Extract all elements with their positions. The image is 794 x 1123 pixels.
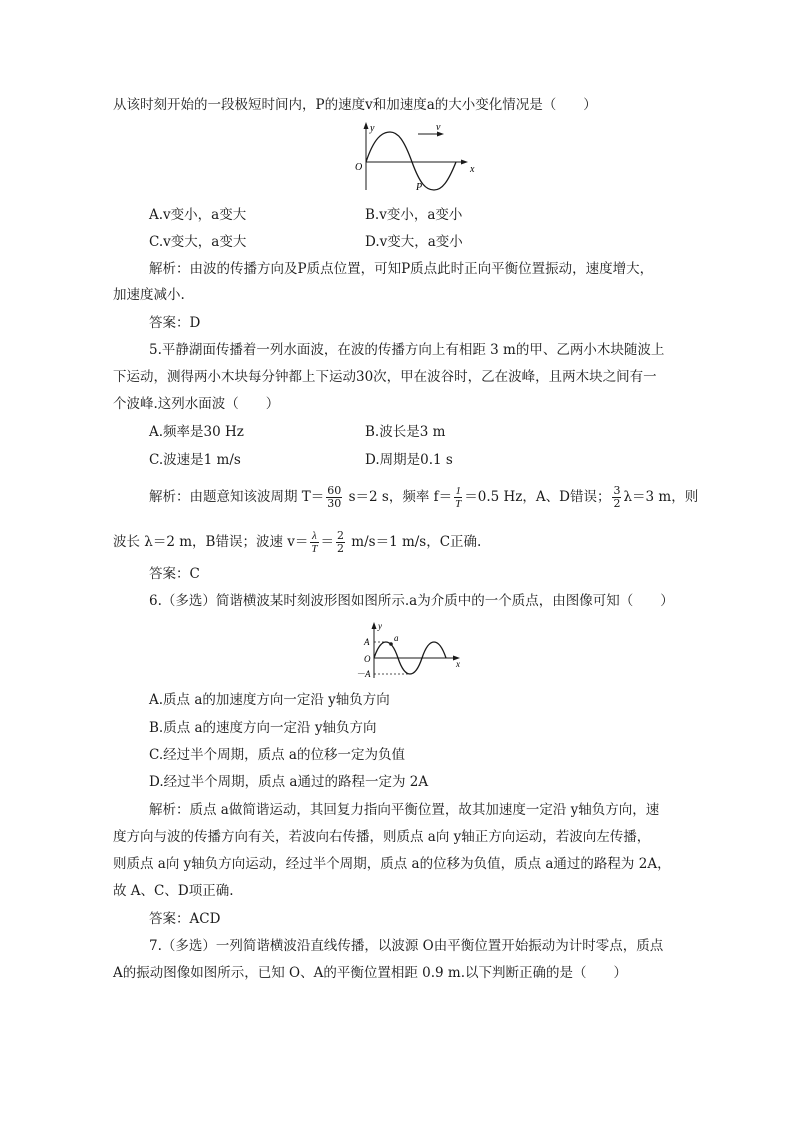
q4-analysis-line-2: 加速度减小. bbox=[113, 287, 185, 303]
q5-option-a: A.频率是30 Hz bbox=[149, 424, 244, 440]
q5-analysis-text: 解析：由题意知该波周期 T＝ bbox=[149, 489, 325, 505]
q5-analysis-text: ＝ bbox=[320, 534, 334, 550]
q6-wave-figure bbox=[356, 620, 466, 680]
q5-frac-num: 60 bbox=[327, 484, 342, 497]
q5-stem-line-2: 下运动，测得两小木块每分钟都上下运动30次，甲在波谷时，乙在波峰，且两木块之间有一 bbox=[113, 369, 657, 385]
q6-option-a: A.质点 a的加速度方向一定沿 y轴负方向 bbox=[149, 692, 390, 708]
q6-analysis-line-4: 故 A、C、D项正确. bbox=[113, 883, 234, 899]
q5-fraction-two-halves bbox=[336, 530, 345, 555]
q5-option-b: B.波长是3 m bbox=[365, 424, 446, 440]
q5-option-d: D.周期是0.1 s bbox=[365, 452, 453, 468]
q5-frac-den: T bbox=[455, 498, 462, 510]
q4-answer: 答案：D bbox=[149, 315, 201, 331]
q6-analysis-line-1: 解析：质点 a做简谐运动，其回复力指向平衡位置，故其加速度一定沿 y轴负方向，速 bbox=[149, 802, 660, 818]
q4-option-d: D.v变大，a变小 bbox=[365, 234, 463, 250]
q4-wave-figure bbox=[352, 120, 482, 192]
q4-analysis-line-1: 解析：由波的传播方向及P质点位置，可知P质点此时正向平衡位置振动，速度增大， bbox=[149, 261, 654, 277]
q4-label-p: P bbox=[416, 182, 423, 192]
q5-frac-den: T bbox=[311, 543, 318, 555]
q5-analysis-text: 波长 λ＝2 m，B错误；波速 v＝ bbox=[113, 534, 309, 550]
q6-answer: 答案：ACD bbox=[149, 911, 221, 927]
q5-analysis-text: ＝0.5 Hz，A、D错误； bbox=[464, 489, 611, 505]
q4-x-arrow-icon bbox=[461, 160, 468, 165]
q5-stem-line-3: 个波峰.这列水面波（ ） bbox=[113, 396, 280, 412]
q4-label-v: v bbox=[436, 122, 441, 133]
q4-y-arrow-icon bbox=[364, 122, 369, 129]
q6-option-d: D.经过半个周期，质点 a通过的路程一定为 2A bbox=[149, 774, 429, 790]
q5-stem-line-1: 5.平静湖面传播着一列水面波，在波的传播方向上有相距 3 m的甲、乙两小木块随波上 bbox=[149, 342, 665, 358]
q5-fraction-period bbox=[326, 485, 342, 510]
q6-option-b: B.质点 a的速度方向一定沿 y轴负方向 bbox=[149, 720, 377, 736]
q4-option-a: A.v变小，a变大 bbox=[149, 207, 247, 223]
q7-stem-line-1: 7.（多选）一列简谐横波沿直线传播，以波源 O由平衡位置开始振动为计时零点，质点 bbox=[149, 938, 664, 954]
q6-label-x: x bbox=[456, 659, 460, 669]
q5-frac-den: 30 bbox=[327, 497, 342, 510]
q5-analysis-line-1 bbox=[149, 485, 698, 510]
q5-frac-num: λ bbox=[312, 530, 317, 542]
q7-stem-line-2: A的振动图像如图所示，已知 O、A的平衡位置相距 0.9 m.以下判断正确的是（ ） bbox=[113, 965, 628, 981]
q5-fraction-frequency bbox=[454, 485, 462, 510]
q5-frac-den: 2 bbox=[613, 497, 621, 510]
q5-frac-num: 2 bbox=[337, 529, 344, 542]
q6-y-arrow-icon bbox=[372, 622, 377, 629]
q6-label-point-a: a bbox=[394, 633, 399, 643]
q5-fraction-three-halves bbox=[612, 485, 621, 510]
q5-frac-num: 3 bbox=[613, 484, 621, 497]
q4-label-x: x bbox=[470, 164, 475, 175]
q6-label-y: y bbox=[378, 621, 382, 631]
q5-frac-den: 2 bbox=[337, 542, 344, 555]
q4-wave-curve bbox=[366, 132, 456, 190]
q4-stem: 从该时刻开始的一段极短时间内，P的速度v和加速度a的大小变化情况是（ ） bbox=[113, 97, 597, 113]
q6-label-o: O bbox=[364, 654, 371, 664]
q5-answer: 答案：C bbox=[149, 566, 200, 582]
q5-analysis-text: s＝2 s，频率 f＝ bbox=[344, 489, 453, 505]
q5-analysis-text: λ＝3 m，则 bbox=[623, 489, 699, 505]
q4-label-o: O bbox=[355, 162, 363, 173]
q6-option-c: C.经过半个周期，质点 a的位移一定为负值 bbox=[149, 747, 405, 763]
q4-option-b: B.v变小，a变小 bbox=[365, 207, 463, 223]
q6-analysis-line-3: 则质点 a向 y轴负方向运动，经过半个周期，质点 a的位移为负值，质点 a通过的路程为 2A， bbox=[113, 856, 671, 872]
q5-analysis-text: m/s＝1 m/s，C正确. bbox=[347, 534, 482, 550]
q4-label-y: y bbox=[370, 123, 375, 134]
q5-fraction-speed bbox=[310, 530, 318, 555]
q5-frac-num: 1 bbox=[455, 485, 461, 497]
q6-label-amp-top: A bbox=[364, 637, 370, 647]
q6-stem: 6.（多选）简谐横波某时刻波形图如图所示.a为介质中的一个质点，由图像可知（ ） bbox=[149, 593, 674, 609]
q4-option-c: C.v变大，a变大 bbox=[149, 234, 247, 250]
q6-label-amp-bottom: －A bbox=[356, 669, 371, 679]
q5-analysis-line-2 bbox=[113, 530, 481, 555]
q5-option-c: C.波速是1 m/s bbox=[149, 452, 241, 468]
q6-point-a bbox=[389, 642, 393, 646]
q6-analysis-line-2: 度方向与波的传播方向有关，若波向右传播，则质点 a向 y轴正方向运动，若波向左传播， bbox=[113, 829, 651, 845]
